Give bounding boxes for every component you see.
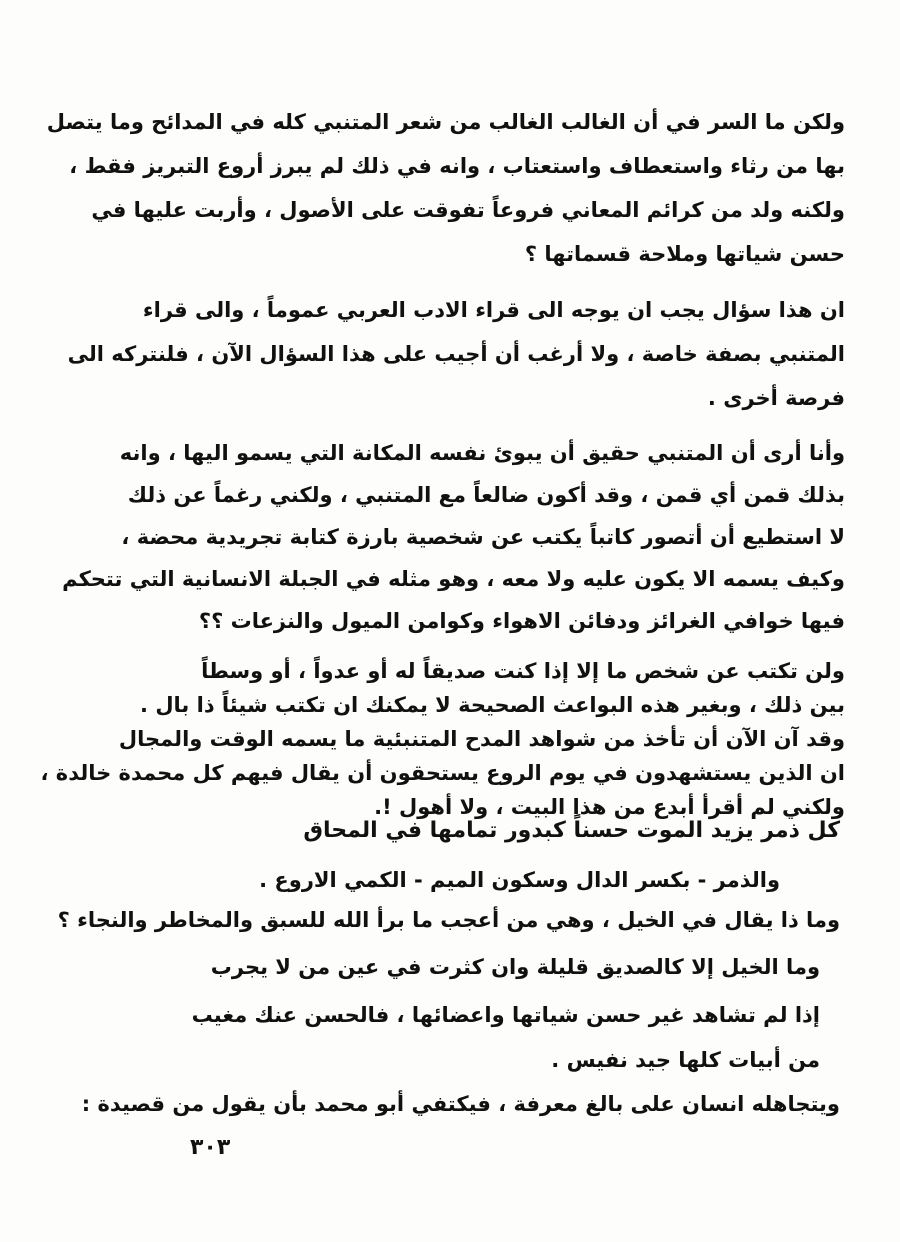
text-line: وأنا أرى أن المتنبي حقيق أن يبوئ نفسه المكانة التي يسمو اليها ، وانه bbox=[119, 441, 845, 465]
text-line: ولكنه ولد من كرائم المعاني فروعاً تفوقت على الأصول ، وأربت عليها في bbox=[91, 198, 845, 222]
text-line: ان هذا سؤال يجب ان يوجه الى قراء الادب العربي عموماً ، والى قراء bbox=[142, 298, 845, 322]
text-line: وكيف يسمه الا يكون عليه ولا معه ، وهو مثله في الجبلة الانسانية التي تتحكم bbox=[62, 567, 845, 591]
text-line: ولكن ما السر في أن الغالب الغالب من شعر المتنبي كله في المدائح وما يتصل bbox=[46, 110, 845, 134]
text-line: بذلك قمن أي قمن ، وقد أكون ضالعاً مع المتنبي ، ولكني رغماً عن ذلك bbox=[127, 483, 845, 507]
text-line: بها من رثاء واستعطاف واستعتاب ، وانه في ذلك لم يبرز أروع التبريز فقط ، bbox=[69, 154, 845, 178]
text-line: فرصة أخرى . bbox=[707, 386, 845, 410]
paragraph-3 bbox=[62, 432, 845, 642]
body-text bbox=[40, 100, 845, 824]
prose-line-closing: ويتجاهله انسان على بالغ معرفة ، فيكتفي أبو محمد بأن يقول من قصيدة : bbox=[81, 1092, 840, 1116]
text-line: لا استطيع أن أتصور كاتباً يكتب عن شخصية بارزة كتابة تجريدية محضة ، bbox=[121, 525, 845, 549]
verse-1-line: كل ذمر يزيد الموت حسناً كبدور تمامها في المحاق bbox=[303, 818, 840, 843]
verse-2-tail: من أبيات كلها جيد نفيس . bbox=[551, 1048, 820, 1072]
verse-2-line-2: إذا لم تشاهد غير حسن شياتها واعضائها ، فالحسن عنك مغيب bbox=[191, 1003, 820, 1027]
paragraph-5 bbox=[40, 722, 845, 824]
prose-line-horses: وما ذا يقال في الخيل ، وهي من أعجب ما برأ الله للسبق والمخاطر والنجاء ؟ bbox=[57, 908, 840, 932]
text-line: بين ذلك ، وبغير هذه البواعث الصحيحة لا يمكنك ان تكتب شيئاً ذا بال . bbox=[140, 693, 845, 717]
text-line: ولكني لم أقرأ أبدع من هذا البيت ، ولا أهول !. bbox=[374, 795, 845, 819]
paragraph-1 bbox=[46, 100, 845, 276]
text-line: وقد آن الآن أن تأخذ من شواهد المدح المتنبئية ما يسمه الوقت والمجال bbox=[118, 727, 845, 751]
text-line: المتنبي بصفة خاصة ، ولا أرغب أن أجيب على هذا السؤال الآن ، فلنتركه الى bbox=[67, 342, 845, 366]
page-number: ٣٠٣ bbox=[190, 1135, 231, 1160]
text-line: ولن تكتب عن شخص ما إلا إذا كنت صديقاً له أو عدواً ، أو وسطاً bbox=[201, 659, 845, 683]
verse-1-gloss: والذمر - بكسر الدال وسكون الميم - الكمي الاروع . bbox=[259, 868, 780, 892]
verse-2-line-1: وما الخيل إلا كالصديق قليلة وان كثرت في عين من لا يجرب bbox=[210, 955, 820, 979]
paragraph-4 bbox=[105, 654, 845, 722]
text-line: فيها خوافي الغرائز ودفائن الاهواء وكوامن الميول والنزعات ؟؟ bbox=[198, 609, 845, 633]
paragraph-2 bbox=[67, 288, 845, 420]
text-line: حسن شياتها وملاحة قسماتها ؟ bbox=[524, 242, 845, 266]
text-line: ان الذين يستشهدون في يوم الروع يستحقون أن يقال فيهم كل محمدة خالدة ، bbox=[40, 761, 845, 785]
